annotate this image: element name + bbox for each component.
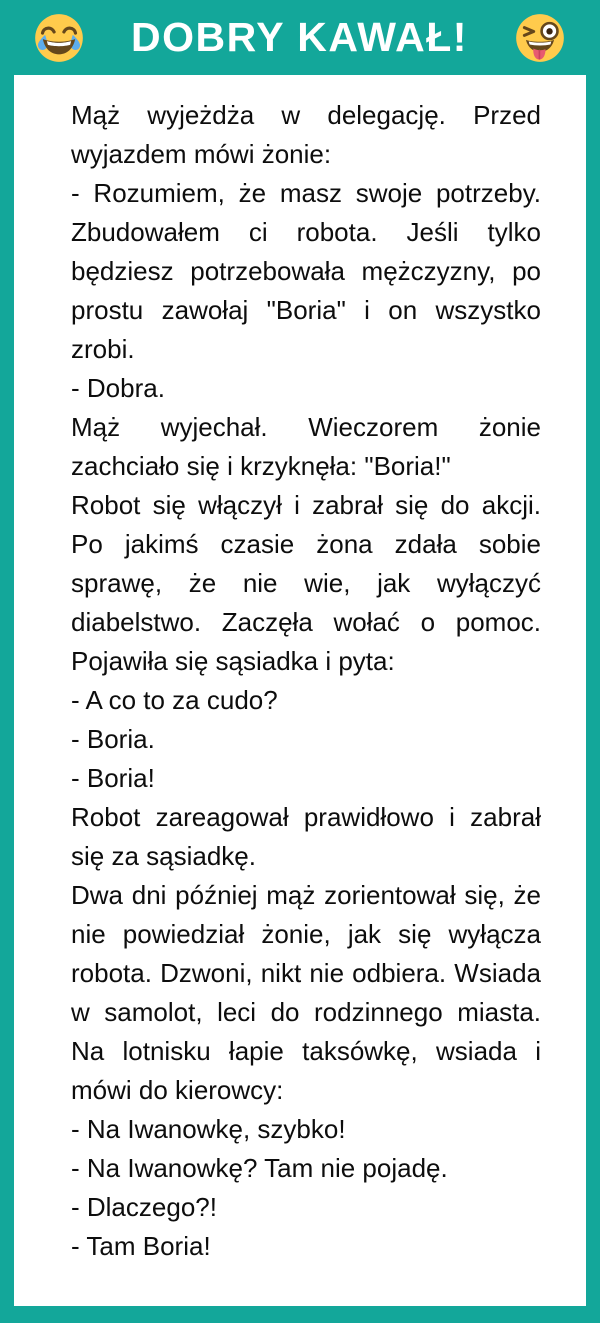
joke-text-panel — [14, 75, 586, 1306]
joke-paragraph: Dwa dni później mąż zorientował się, że nie powiedział żonie, jak się wyłącza robota. Dzwoni, nikt nie odbiera. Wsiada w samolot, leci do rodzinnego miasta. Na lotnisku łapie taksówkę, wsiada i mówi do kierowcy: — [71, 880, 541, 1105]
joke-paragraph: - Tam Boria! — [71, 1231, 211, 1261]
joke-paragraph: - Na Iwanowkę? Tam nie pojadę. — [71, 1153, 448, 1183]
joke-paragraph: - Dobra. — [71, 373, 165, 403]
joke-paragraph: Robot zareagował prawidłowo i zabrał się za sąsiadkę. — [71, 802, 541, 871]
joke-paragraph: Robot się włączył i zabrał się do akcji. Po jakimś czasie żona zdała sobie sprawę, że nie wie, jak wyłączyć diabelstwo. Zaczęła wołać o pomoc. Pojawiła się sąsiadka i pyta: — [71, 490, 541, 676]
page-title: DOBRY KAWAŁ! — [131, 14, 468, 60]
joke-paragraph: Mąż wyjeżdża w delegację. Przed wyjazdem mówi żonie: — [71, 100, 541, 169]
tears-of-joy-emoji-icon — [33, 12, 85, 64]
joke-paragraph: - Dlaczego?! — [71, 1192, 217, 1222]
joke-paragraph-list — [71, 96, 541, 1266]
joke-paragraph: - Boria. — [71, 724, 155, 754]
joke-paragraph: - A co to za cudo? — [71, 685, 278, 715]
joke-paragraph: - Rozumiem, że masz swoje potrzeby. Zbudowałem ci robota. Jeśli tylko będziesz potrzebowała mężczyzny, po prostu zawołaj "Boria" i on wszystko zrobi. — [71, 178, 541, 364]
joke-paragraph: Mąż wyjechał. Wieczorem żonie zachciało się i krzyknęła: "Boria!" — [71, 412, 541, 481]
joke-paragraph: - Boria! — [71, 763, 155, 793]
header-banner — [0, 0, 600, 75]
winking-tongue-emoji-icon — [514, 12, 566, 64]
joke-paragraph: - Na Iwanowkę, szybko! — [71, 1114, 346, 1144]
